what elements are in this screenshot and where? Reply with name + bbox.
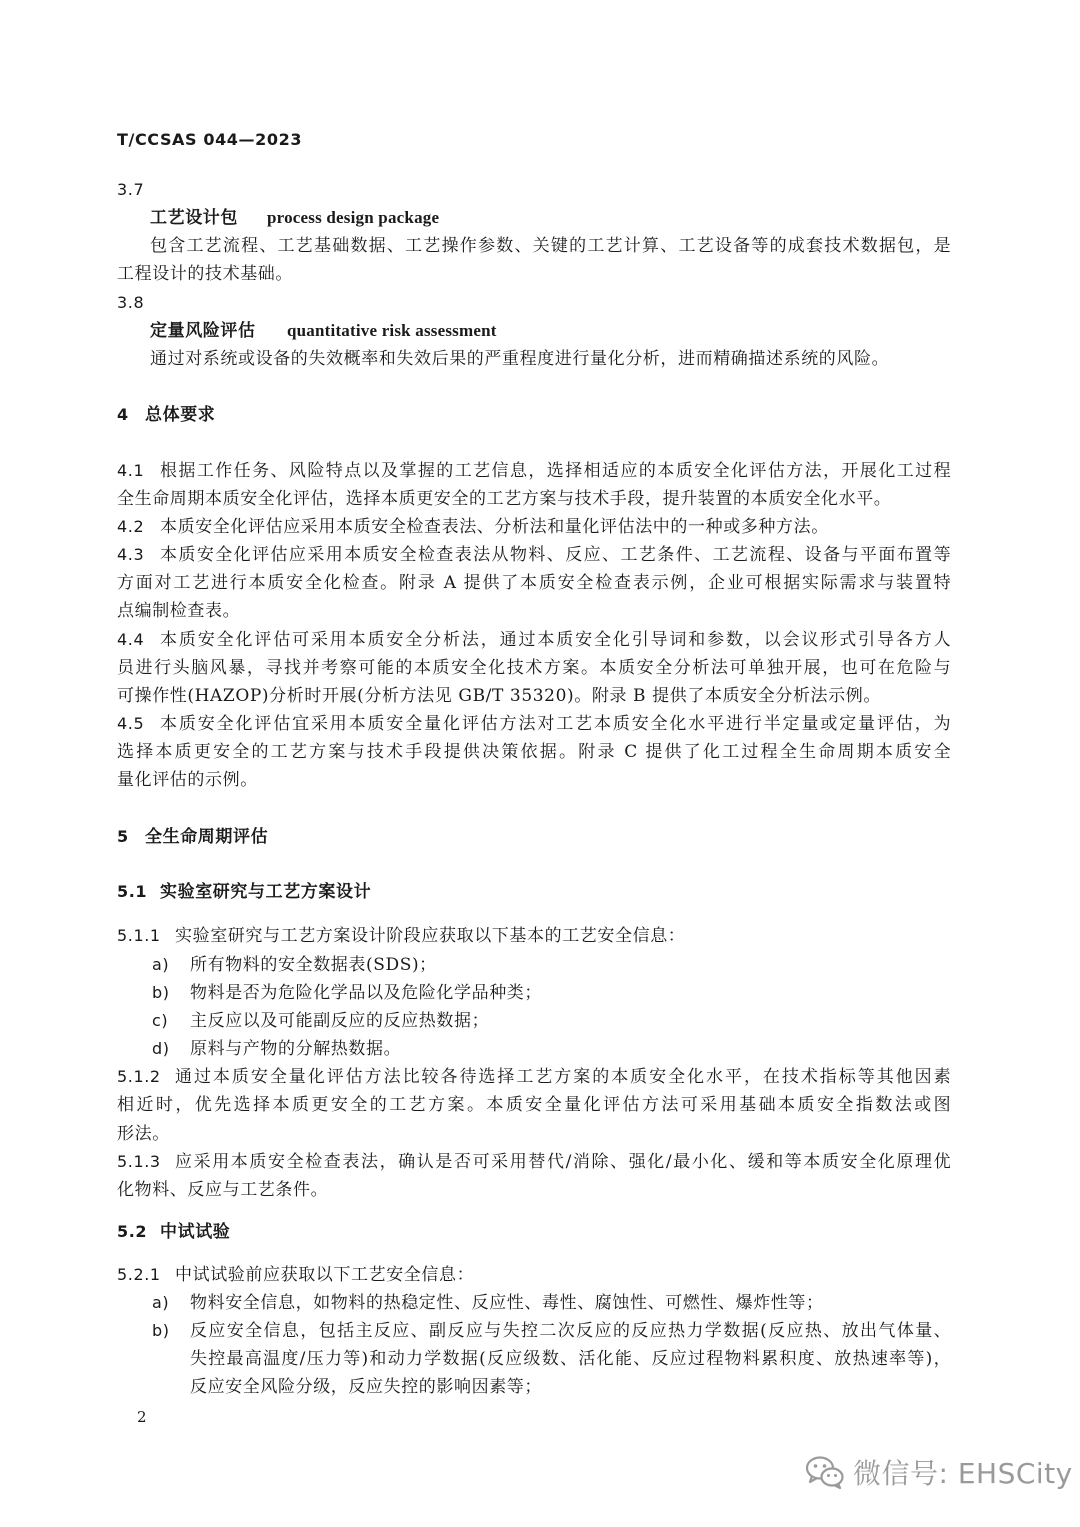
section-title: 全生命周期评估 <box>145 827 269 847</box>
clause-number: 4.1 <box>117 461 145 480</box>
paragraph-line: 中试试验前应获取以下工艺安全信息： <box>175 1265 475 1285</box>
clause-number: 5.2.1 <box>117 1265 161 1284</box>
clause-number: 5.1.1 <box>117 926 161 945</box>
clause-number: 3.7 <box>117 180 145 199</box>
paragraph-line: 全生命周期本质安全化评估，选择本质更安全的工艺方案与技术手段，提升装置的本质安全化水平。 <box>117 489 892 509</box>
paragraph-line: 本质安全化评估应采用本质安全检查表法从物料、反应、工艺条件、工艺流程、设备与平面布置等 <box>160 545 951 565</box>
section-number: 4 <box>117 405 129 424</box>
definition-line: 包含工艺流程、工艺基础数据、工艺操作参数、关键的工艺计算、工艺设备等的成套技术数据包，是 <box>150 236 951 256</box>
section-number: 5 <box>117 827 129 846</box>
watermark-text: 微信号: EHSCity <box>853 1457 1073 1490</box>
clause-number: 5.1.2 <box>117 1067 161 1086</box>
paragraph-line: 应采用本质安全检查表法，确认是否可采用替代/消除、强化/最小化、缓和等本质安全化原理优 <box>175 1152 951 1172</box>
list-item: 物料是否为危险化学品以及危险化学品种类； <box>190 983 542 1003</box>
list-item: 主反应以及可能副反应的反应热数据； <box>190 1011 490 1031</box>
term-en: quantitative risk assessment <box>287 321 497 340</box>
list-item: 原料与产物的分解热数据。 <box>190 1039 402 1059</box>
subsection-title: 中试试验 <box>160 1222 231 1242</box>
term-zh: 工艺设计包 <box>150 208 238 228</box>
definition-line: 工程设计的技术基础。 <box>117 264 293 284</box>
paragraph-line: 实验室研究与工艺方案设计阶段应获取以下基本的工艺安全信息： <box>175 926 686 946</box>
paragraph-line: 通过本质安全量化评估方法比较各待选择工艺方案的本质安全化水平，在技术指标等其他因素 <box>175 1067 951 1087</box>
clause-number: 4.2 <box>117 517 145 536</box>
list-marker: a) <box>152 955 170 974</box>
standard-code: T/CCSAS 044—2023 <box>117 130 303 149</box>
term-en: process design package <box>267 208 440 227</box>
definition-line: 通过对系统或设备的失效概率和失效后果的严重程度进行量化分析，进而精确描述系统的风险。 <box>150 349 890 369</box>
list-marker: a) <box>152 1293 170 1312</box>
paragraph-line: 本质安全化评估应采用本质安全检查表法、分析法和量化评估法中的一种或多种方法。 <box>160 517 829 537</box>
paragraph-line: 选择本质更安全的工艺方案与技术手段提供决策依据。附录 C 提供了化工过程全生命周期本质安全 <box>117 742 951 762</box>
clause-number: 5.1.3 <box>117 1152 161 1171</box>
section-title: 总体要求 <box>145 405 216 425</box>
list-item: 反应安全信息，包括主反应、副反应与失控二次反应的反应热力学数据(反应热、放出气体量、 <box>190 1321 951 1341</box>
paragraph-line: 员进行头脑风暴，寻找并考察可能的本质安全化技术方案。本质安全分析法可单独开展，也可在危险与 <box>117 658 951 678</box>
list-marker: d) <box>152 1039 170 1058</box>
paragraph-line: 可操作性(HAZOP)分析时开展(分析方法见 GB/T 35320)。附录 B 提供了本质安全分析法示例。 <box>117 686 881 706</box>
watermark <box>805 1452 1073 1492</box>
paragraph-line: 化物料、反应与工艺条件。 <box>117 1180 329 1200</box>
list-item: 失控最高温度/压力等)和动力学数据(反应级数、活化能、反应过程物料累积度、放热速率等)， <box>190 1349 951 1369</box>
list-marker: b) <box>152 1321 170 1340</box>
list-item: 所有物料的安全数据表(SDS)； <box>190 955 437 975</box>
paragraph-line: 相近时，优先选择本质更安全的工艺方案。本质安全量化评估方法可采用基础本质安全指数法或图 <box>117 1095 951 1115</box>
list-marker: c) <box>152 1011 169 1030</box>
paragraph-line: 本质安全化评估宜采用本质安全量化评估方法对工艺本质安全化水平进行半定量或定量评估，为 <box>160 714 951 734</box>
paragraph-line: 形法。 <box>117 1124 170 1144</box>
paragraph-line: 点编制检查表。 <box>117 601 241 621</box>
clause-number: 4.4 <box>117 630 145 649</box>
list-item: 物料安全信息，如物料的热稳定性、反应性、毒性、腐蚀性、可燃性、爆炸性等； <box>190 1293 824 1313</box>
list-marker: b) <box>152 983 170 1002</box>
list-item: 反应安全风险分级，反应失控的影响因素等； <box>190 1377 542 1397</box>
page-number: 2 <box>137 1408 148 1426</box>
clause-number: 4.3 <box>117 545 145 564</box>
paragraph-line: 方面对工艺进行本质安全化检查。附录 A 提供了本质安全检查表示例，企业可根据实际需求与装置特 <box>117 573 951 593</box>
subsection-number: 5.1 <box>117 882 148 901</box>
clause-number: 4.5 <box>117 714 145 733</box>
subsection-number: 5.2 <box>117 1222 148 1241</box>
subsection-title: 实验室研究与工艺方案设计 <box>160 882 372 902</box>
paragraph-line: 本质安全化评估可采用本质安全分析法，通过本质安全化引导词和参数，以会议形式引导各方人 <box>160 630 951 650</box>
paragraph-line: 根据工作任务、风险特点以及掌握的工艺信息，选择相适应的本质安全化评估方法，开展化工过程 <box>160 461 951 481</box>
paragraph-line: 量化评估的示例。 <box>117 770 258 790</box>
wechat-icon <box>805 1455 845 1489</box>
clause-number: 3.8 <box>117 293 145 312</box>
term-zh: 定量风险评估 <box>150 321 256 341</box>
